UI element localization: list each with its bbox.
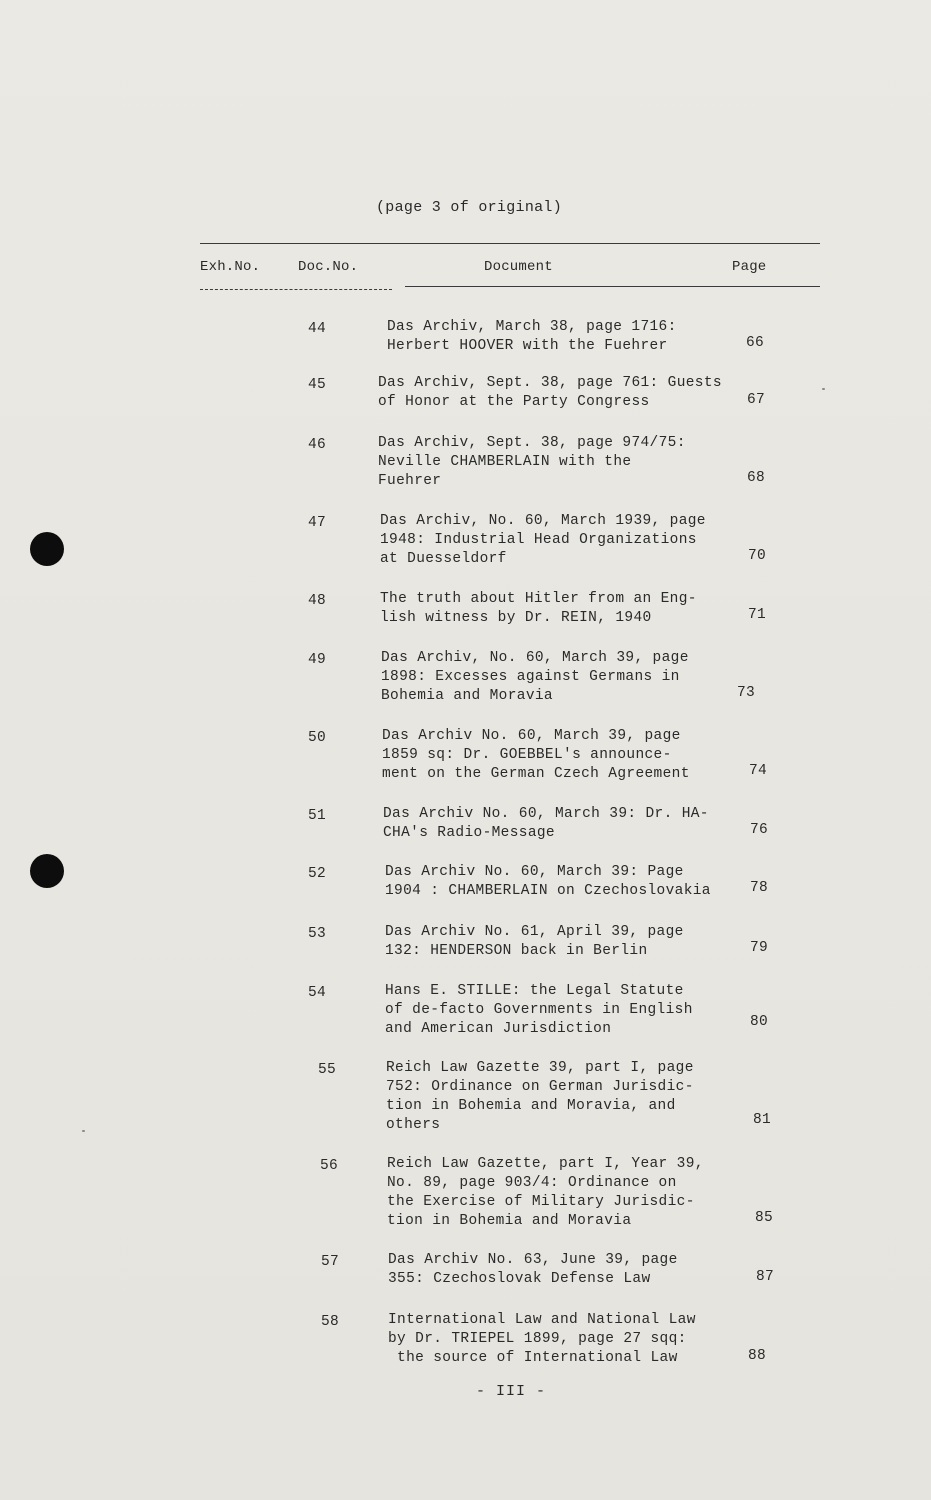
doc-number: 54 (308, 985, 327, 1001)
description-line: at Duesseldorf (380, 551, 507, 567)
description-line: 1859 sq: Dr. GOEBBEL's announce- (382, 747, 672, 763)
paper-speck (82, 1130, 85, 1132)
document-description (380, 512, 760, 569)
description-line: Reich Law Gazette, part I, Year 39, (387, 1156, 704, 1172)
paper-speck (822, 388, 825, 390)
page-number: 74 (749, 763, 768, 779)
description-line: and American Jurisdiction (385, 1021, 612, 1037)
doc-number: 44 (308, 321, 327, 337)
page-number: 66 (746, 335, 765, 351)
document-description (385, 863, 765, 901)
doc-number: 53 (308, 926, 327, 942)
description-line: No. 89, page 903/4: Ordinance on (387, 1175, 677, 1191)
doc-number: 46 (308, 437, 327, 453)
description-line: of Honor at the Party Congress (378, 394, 650, 410)
header-rule-bottom-left (200, 289, 392, 290)
description-line: Das Archiv, No. 60, March 1939, page (380, 513, 706, 529)
header-rule-bottom-right (405, 286, 820, 287)
description-line: tion in Bohemia and Moravia, and (386, 1098, 676, 1114)
description-line: Bohemia and Moravia (381, 688, 553, 704)
description-line: 355: Czechoslovak Defense Law (388, 1271, 651, 1287)
page-footer: - III - (476, 1383, 547, 1400)
description-line: 752: Ordinance on German Jurisdic- (386, 1079, 694, 1095)
document-description (383, 805, 763, 843)
doc-number: 47 (308, 515, 327, 531)
document-description (388, 1251, 768, 1289)
description-line: Neville CHAMBERLAIN with the (378, 454, 632, 470)
description-line: Hans E. STILLE: the Legal Statute (385, 983, 684, 999)
document-description (386, 1059, 766, 1135)
doc-number: 55 (318, 1062, 337, 1078)
page-number: 71 (748, 607, 767, 623)
description-line: The truth about Hitler from an Eng- (380, 591, 697, 607)
doc-number: 50 (308, 730, 327, 746)
description-line: Das Archiv, March 38, page 1716: (387, 319, 677, 335)
page-number: 80 (750, 1014, 769, 1030)
description-line: tion in Bohemia and Moravia (387, 1213, 632, 1229)
description-line: Das Archiv No. 60, March 39, page (382, 728, 681, 744)
punch-hole (30, 854, 64, 888)
document-description (388, 1311, 768, 1368)
page-number: 85 (755, 1210, 774, 1226)
page-number: 67 (747, 392, 766, 408)
document-description (378, 434, 758, 491)
doc-number: 52 (308, 866, 327, 882)
page-number: 70 (748, 548, 767, 564)
description-line: Herbert HOOVER with the Fuehrer (387, 338, 668, 354)
header-rule-top (200, 243, 820, 244)
page-number: 81 (753, 1112, 772, 1128)
page-number: 68 (747, 470, 766, 486)
document-description (380, 590, 760, 628)
description-line: others (386, 1117, 441, 1133)
header-page: Page (732, 259, 767, 275)
description-line: Das Archiv No. 63, June 39, page (388, 1252, 678, 1268)
description-line: 132: HENDERSON back in Berlin (385, 943, 648, 959)
doc-number: 51 (308, 808, 327, 824)
doc-number: 48 (308, 593, 327, 609)
description-line: Das Archiv No. 60, March 39: Page (385, 864, 684, 880)
document-description (382, 727, 762, 784)
description-line: CHA's Radio-Message (383, 825, 555, 841)
doc-number: 56 (320, 1158, 339, 1174)
page-number: 73 (737, 685, 756, 701)
description-line: ment on the German Czech Agreement (382, 766, 690, 782)
description-line: Das Archiv No. 61, April 39, page (385, 924, 684, 940)
description-line: Das Archiv, Sept. 38, page 974/75: (378, 435, 686, 451)
description-line: the source of International Law (388, 1350, 678, 1366)
punch-hole (30, 532, 64, 566)
doc-number: 45 (308, 377, 327, 393)
page-number: 76 (750, 822, 769, 838)
document-description (385, 923, 765, 961)
description-line: Reich Law Gazette 39, part I, page (386, 1060, 694, 1076)
description-line: 1898: Excesses against Germans in (381, 669, 680, 685)
description-line: Das Archiv, Sept. 38, page 761: Guests (378, 375, 722, 391)
description-line: International Law and National Law (388, 1312, 696, 1328)
doc-number: 49 (308, 652, 327, 668)
document-description (378, 374, 758, 412)
description-line: 1948: Industrial Head Organizations (380, 532, 697, 548)
doc-number: 57 (321, 1254, 340, 1270)
description-line: by Dr. TRIEPEL 1899, page 27 sqq: (388, 1331, 687, 1347)
description-line: lish witness by Dr. REIN, 1940 (380, 610, 652, 626)
description-line: 1904 : CHAMBERLAIN on Czechoslovakia (385, 883, 711, 899)
page-number: 79 (750, 940, 769, 956)
description-line: Das Archiv No. 60, March 39: Dr. HA- (383, 806, 709, 822)
description-line: the Exercise of Military Jurisdic- (387, 1194, 695, 1210)
description-line: Das Archiv, No. 60, March 39, page (381, 650, 689, 666)
page-note: (page 3 of original) (376, 199, 563, 216)
page-number: 87 (756, 1269, 775, 1285)
page-number: 78 (750, 880, 769, 896)
document-description (381, 649, 761, 706)
header-doc-no: Doc.No. (298, 259, 359, 275)
page-number: 88 (748, 1348, 767, 1364)
header-exh-no: Exh.No. (200, 259, 261, 275)
description-line: Fuehrer (378, 473, 442, 489)
document-description (387, 318, 767, 356)
header-document: Document (484, 259, 553, 275)
doc-number: 58 (321, 1314, 340, 1330)
document-description (387, 1155, 767, 1231)
document-description (385, 982, 765, 1039)
description-line: of de-facto Governments in English (385, 1002, 693, 1018)
